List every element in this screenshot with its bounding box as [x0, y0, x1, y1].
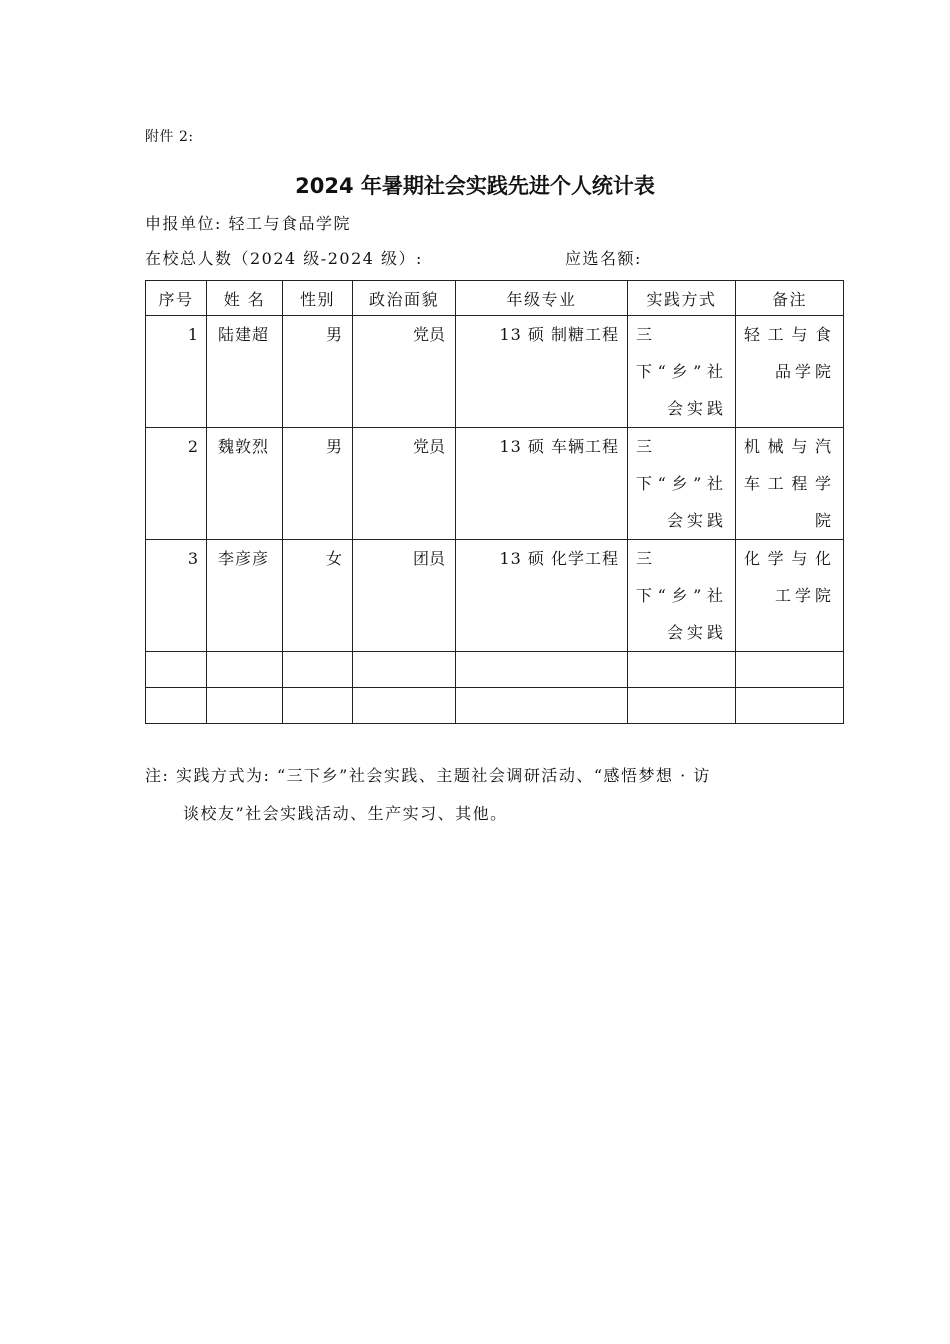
header-grade-major: 年级专业: [456, 281, 628, 316]
remark-text: 轻工与食品学院: [744, 325, 835, 381]
header-gender: 性别: [283, 281, 353, 316]
cell-gender: 男: [283, 316, 353, 428]
header-remark: 备注: [736, 281, 844, 316]
cell-gender: 男: [283, 428, 353, 540]
header-serial: 序号: [146, 281, 207, 316]
cell-name: 陆建超: [207, 316, 283, 428]
remark-text: 化学与化工学院: [744, 549, 835, 605]
cell-political-status: 团员: [353, 540, 456, 652]
empty-cell: [628, 688, 736, 724]
empty-cell: [283, 652, 353, 688]
cell-name: 魏敦烈: [207, 428, 283, 540]
empty-table-row: [146, 688, 844, 724]
statistics-table: [145, 280, 844, 724]
quota-label: 应选名额:: [565, 249, 642, 268]
cell-political-status: 党员: [353, 428, 456, 540]
empty-table-row: [146, 652, 844, 688]
total-students-label: 在校总人数（2024 级-2024 级）:: [145, 249, 423, 268]
cell-remark: [736, 540, 844, 652]
empty-cell: [353, 688, 456, 724]
empty-cell: [207, 688, 283, 724]
cell-practice-method: [628, 316, 736, 428]
empty-cell: [456, 688, 628, 724]
footnote-line-2: 谈校友”社会实践活动、生产实习、其他。: [183, 804, 508, 823]
empty-cell: [353, 652, 456, 688]
empty-cell: [628, 652, 736, 688]
empty-cell: [736, 652, 844, 688]
header-name: 姓 名: [207, 281, 283, 316]
cell-grade-major: 13 硕 制糖工程: [456, 316, 628, 428]
cell-serial: 2: [146, 428, 207, 540]
cell-political-status: 党员: [353, 316, 456, 428]
practice-method-text: 三下“乡”社会实践: [636, 325, 727, 418]
cell-remark: [736, 316, 844, 428]
remark-text: 机械与汽车工程学院: [744, 437, 835, 530]
cell-gender: 女: [283, 540, 353, 652]
cell-practice-method: [628, 540, 736, 652]
attachment-label: 附件 2:: [145, 129, 194, 145]
cell-grade-major: 13 硕 化学工程: [456, 540, 628, 652]
empty-cell: [456, 652, 628, 688]
table-row: [146, 428, 844, 540]
empty-cell: [146, 688, 207, 724]
enrollment-line: [145, 246, 642, 269]
header-practice-method: 实践方式: [628, 281, 736, 316]
cell-grade-major: 13 硕 车辆工程: [456, 428, 628, 540]
page-title: 2024 年暑期社会实践先进个人统计表: [295, 174, 655, 198]
cell-practice-method: [628, 428, 736, 540]
cell-serial: 3: [146, 540, 207, 652]
empty-cell: [283, 688, 353, 724]
cell-serial: 1: [146, 316, 207, 428]
practice-method-text: 三下“乡”社会实践: [636, 549, 727, 642]
practice-method-text: 三下“乡”社会实践: [636, 437, 727, 530]
table-header-row: [146, 281, 844, 316]
footnote: [145, 757, 825, 833]
footnote-line-1: 注: 实践方式为: “三下乡”社会实践、主题社会调研活动、“感悟梦想 · 访: [145, 766, 711, 785]
cell-remark: [736, 428, 844, 540]
table-row: [146, 316, 844, 428]
cell-name: 李彦彦: [207, 540, 283, 652]
reporting-unit: 申报单位: 轻工与食品学院: [145, 214, 351, 233]
empty-cell: [736, 688, 844, 724]
empty-cell: [146, 652, 207, 688]
empty-cell: [207, 652, 283, 688]
header-political-status: 政治面貌: [353, 281, 456, 316]
table-row: [146, 540, 844, 652]
